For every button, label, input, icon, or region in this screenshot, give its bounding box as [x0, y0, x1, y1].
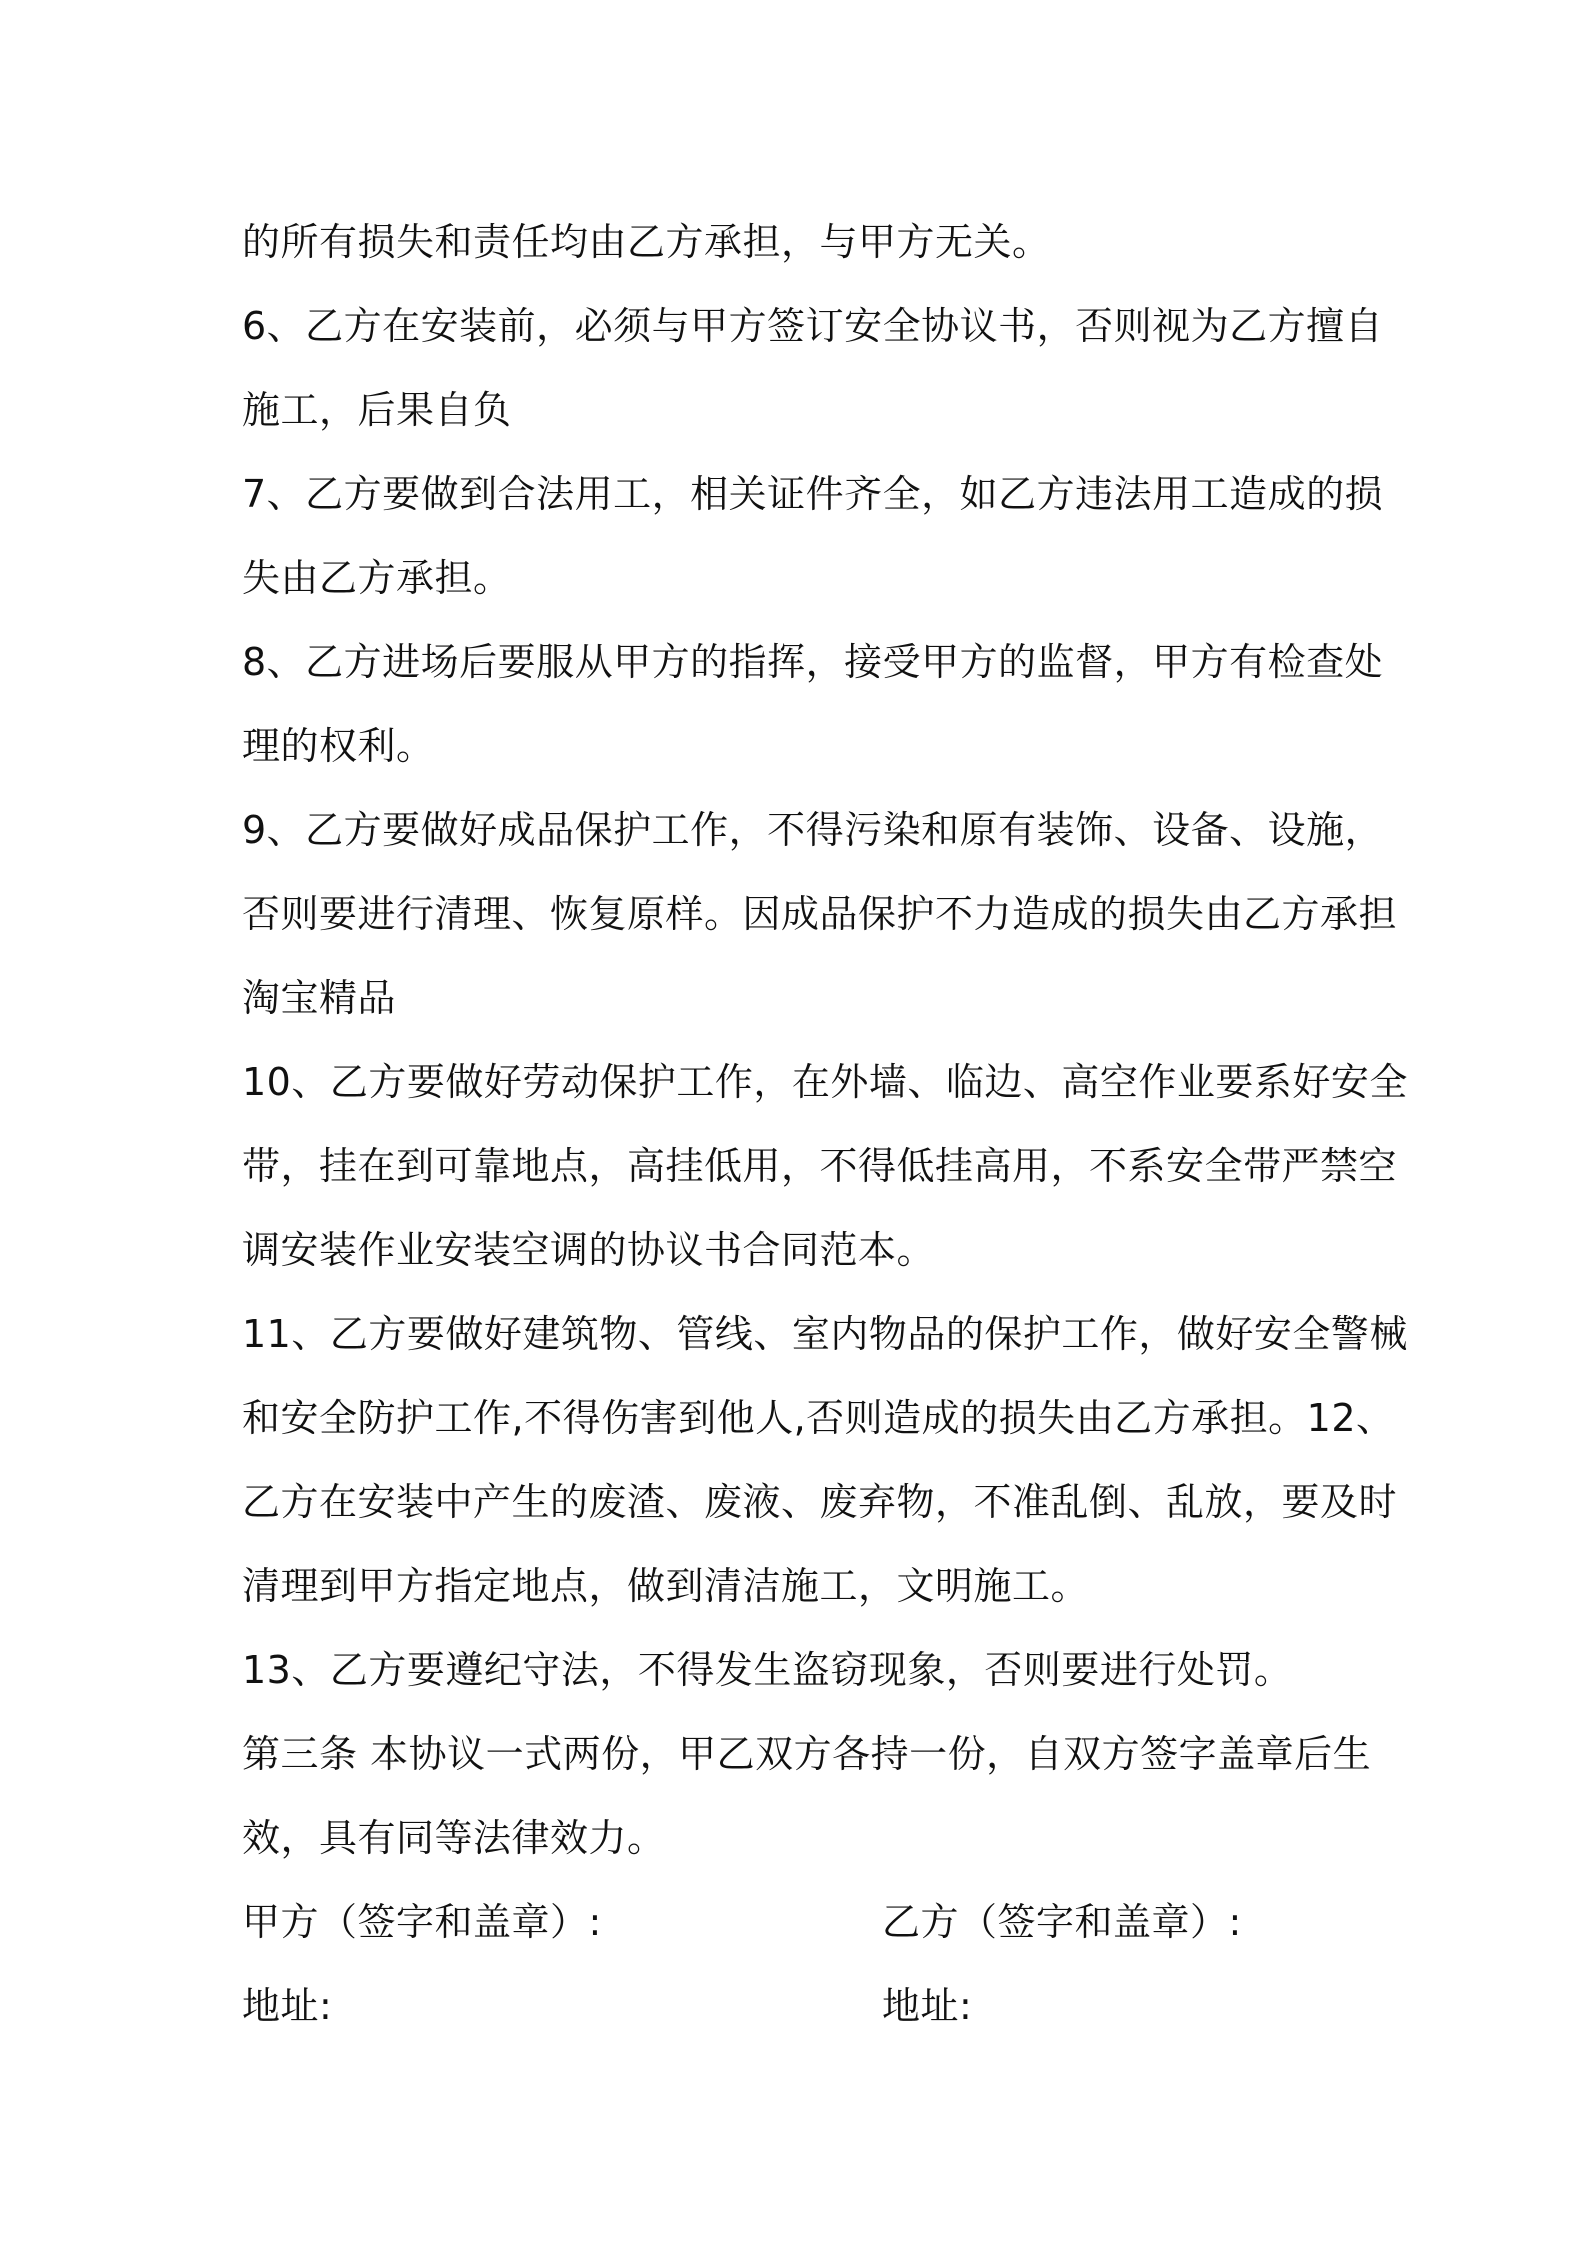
party-a-signature-label: 甲方（签字和盖章）: — [242, 1900, 602, 1944]
article-3: 第三条 本协议一式两份，甲乙双方各持一份，自双方签字盖章后生 — [242, 1732, 1372, 1776]
clause-13: 13、乙方要遵纪守法，不得发生盗窃现象，否则要进行处罚。 — [242, 1648, 1293, 1692]
text-line: 的所有损失和责任均由乙方承担，与甲方无关。 — [242, 220, 1051, 264]
text-line: 带，挂在到可靠地点，高挂低用，不得低挂高用，不系安全带严禁空 — [242, 1144, 1398, 1188]
text-line: 效，具有同等法律效力。 — [242, 1816, 666, 1860]
clause-9: 9、乙方要做好成品保护工作，不得污染和原有装饰、设备、设施， — [242, 808, 1384, 852]
clause-7: 7、乙方要做到合法用工，相关证件齐全，如乙方违法用工造成的损 — [242, 472, 1384, 516]
clause-8: 8、乙方进场后要服从甲方的指挥，接受甲方的监督，甲方有检查处 — [242, 640, 1384, 684]
clause-10: 10、乙方要做好劳动保护工作，在外墙、临边、高空作业要系好安全 — [242, 1060, 1408, 1104]
document-body — [242, 200, 1408, 2048]
text-line: 调安装作业安装空调的协议书合同范本。 — [242, 1228, 936, 1272]
text-line: 理的权利。 — [242, 724, 435, 768]
clause-6: 6、乙方在安装前，必须与甲方签订安全协议书，否则视为乙方擅自 — [242, 304, 1384, 348]
party-b-address-label: 地址: — [882, 1984, 973, 2028]
clause-12: 乙方在安装中产生的废渣、废液、废弃物，不准乱倒、乱放，要及时 — [242, 1480, 1398, 1524]
text-line: 淘宝精品 — [242, 976, 397, 1020]
text-line: 失由乙方承担。 — [242, 556, 512, 600]
text-line: 和安全防护工作,不得伤害到他人,否则造成的损失由乙方承担。12、 — [242, 1396, 1395, 1440]
party-a-address-label: 地址: — [242, 1984, 333, 2028]
text-line: 否则要进行清理、恢复原样。因成品保护不力造成的损失由乙方承担 — [242, 892, 1398, 936]
text-line: 施工，后果自负 — [242, 388, 512, 432]
text-line: 清理到甲方指定地点，做到清洁施工，文明施工。 — [242, 1564, 1090, 1608]
signature-row — [242, 1880, 1362, 1964]
party-b-signature-label: 乙方（签字和盖章）: — [882, 1900, 1242, 1944]
address-row — [242, 1964, 1362, 2048]
clause-11: 11、乙方要做好建筑物、管线、室内物品的保护工作，做好安全警械 — [242, 1312, 1408, 1356]
